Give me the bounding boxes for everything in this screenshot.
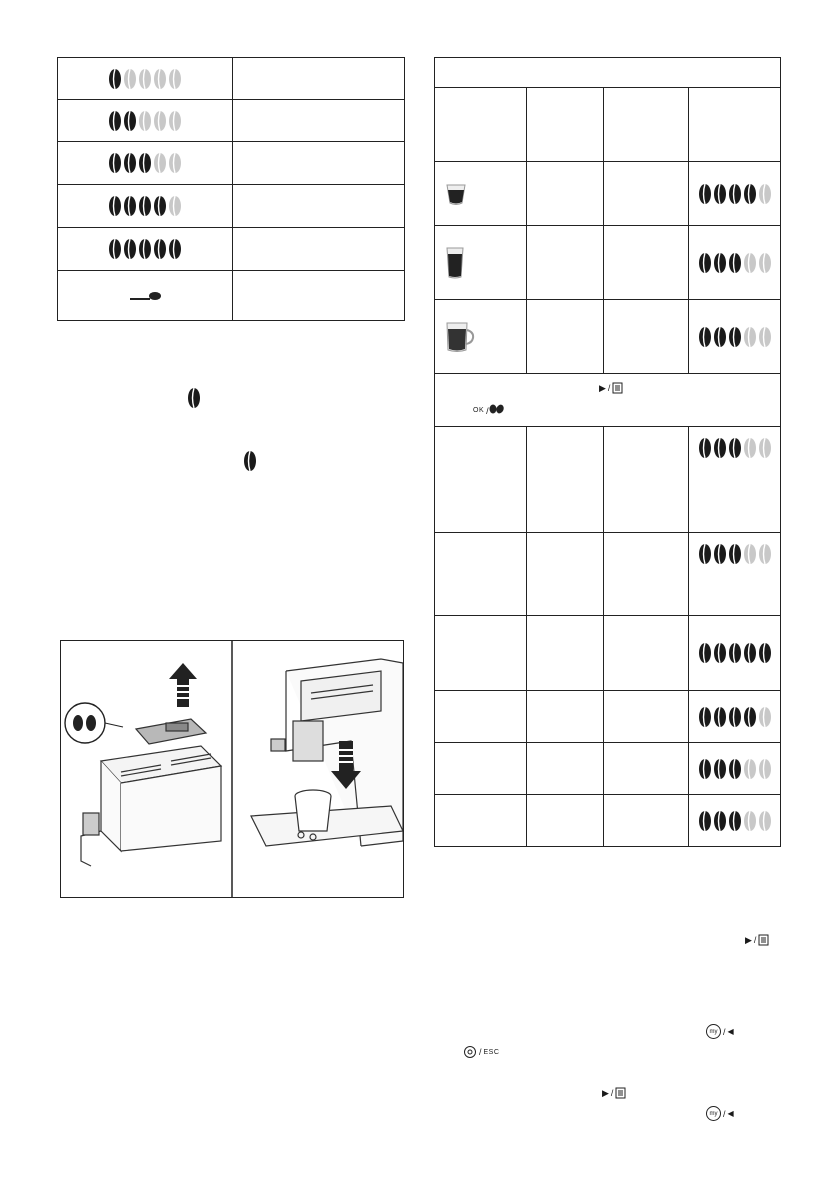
strength-cell — [689, 691, 781, 743]
table-cell — [526, 162, 603, 226]
table-row — [58, 228, 405, 271]
bean-empty-icon — [743, 758, 757, 780]
table-row — [435, 162, 781, 226]
bean-filled-icon — [728, 758, 742, 780]
strength-icon-cell — [58, 228, 233, 271]
bean-filled-icon — [698, 758, 712, 780]
bean-filled-icon — [743, 706, 757, 728]
bean-filled-icon — [743, 183, 757, 205]
bean-filled-icon — [123, 152, 137, 174]
strength-label-cell — [233, 100, 405, 142]
bean-filled-icon — [138, 152, 152, 174]
bean-empty-icon — [758, 437, 772, 459]
bean-empty-icon — [743, 437, 757, 459]
bean-empty-icon — [138, 110, 152, 132]
strength-label-cell — [233, 271, 405, 321]
play-menu-icon: ▶ / — [745, 934, 770, 946]
table-cell — [604, 743, 689, 795]
bean-filled-icon — [153, 195, 167, 217]
table-row — [435, 226, 781, 300]
table-cell — [526, 743, 603, 795]
bean-filled-icon — [153, 238, 167, 260]
table-cell — [526, 691, 603, 743]
strength-cell — [689, 795, 781, 847]
table-row — [435, 374, 781, 427]
table-header-cell — [604, 88, 689, 162]
strength-cell — [689, 162, 781, 226]
table-row — [58, 142, 405, 185]
bean-empty-icon — [123, 68, 137, 90]
table-cell — [526, 226, 603, 300]
table-cell — [604, 691, 689, 743]
bean-filled-icon — [108, 195, 122, 217]
bean-filled-icon — [698, 183, 712, 205]
bean-empty-icon — [168, 195, 182, 217]
table-row — [58, 100, 405, 142]
table-cell — [526, 616, 603, 691]
bean-empty-icon — [758, 706, 772, 728]
ground-coffee-scoop-icon — [58, 289, 232, 303]
table-cell — [526, 300, 603, 374]
bean-filled-icon — [713, 642, 727, 664]
strength-icon-cell — [58, 142, 233, 185]
bean-filled-icon — [728, 183, 742, 205]
table-title-cell — [435, 58, 781, 88]
bean-filled-icon — [728, 706, 742, 728]
table-row — [58, 185, 405, 228]
bean-filled-icon — [758, 642, 772, 664]
bean-filled-icon — [123, 110, 137, 132]
strength-cell — [689, 533, 781, 616]
bean-filled-icon — [713, 758, 727, 780]
single-bean-icon — [187, 387, 201, 409]
bean-filled-icon — [713, 326, 727, 348]
bean-filled-icon — [138, 195, 152, 217]
glass-cup-icon — [435, 246, 526, 280]
nav-instruction-cell — [435, 374, 781, 427]
strength-table — [57, 57, 405, 321]
bean-filled-icon — [713, 252, 727, 274]
table-cell — [604, 616, 689, 691]
strength-beans — [689, 183, 780, 205]
bean-filled-icon — [698, 326, 712, 348]
strength-cell — [689, 616, 781, 691]
table-header-row — [435, 88, 781, 162]
bean-filled-icon — [728, 252, 742, 274]
strength-beans — [58, 110, 232, 132]
bean-empty-icon — [743, 252, 757, 274]
table-cell — [604, 795, 689, 847]
table-cell — [435, 616, 527, 691]
bean-empty-icon — [168, 110, 182, 132]
bean-filled-icon — [108, 238, 122, 260]
bean-filled-icon — [713, 810, 727, 832]
bean-filled-icon — [108, 110, 122, 132]
bean-filled-icon — [168, 238, 182, 260]
strength-label-cell — [233, 228, 405, 271]
strength-beans — [58, 238, 232, 260]
play-menu-icon: ▶ / — [602, 1087, 627, 1099]
bean-empty-icon — [168, 152, 182, 174]
bean-empty-icon — [743, 326, 757, 348]
strength-beans — [689, 326, 780, 348]
table-row — [435, 616, 781, 691]
mug-icon — [435, 320, 526, 354]
strength-beans — [689, 437, 780, 459]
play-menu-icon: ▶ / — [599, 382, 624, 394]
table-row — [58, 58, 405, 100]
espresso-cup-icon — [435, 181, 526, 207]
table-cell — [604, 162, 689, 226]
strength-beans — [689, 543, 780, 565]
bean-empty-icon — [153, 110, 167, 132]
strength-icon-cell — [58, 100, 233, 142]
table-cell — [526, 795, 603, 847]
dispenser-illustration — [251, 659, 403, 846]
bean-filled-icon — [728, 642, 742, 664]
bean-filled-icon — [698, 437, 712, 459]
bean-filled-icon — [698, 252, 712, 274]
strength-icon-cell — [58, 185, 233, 228]
bean-filled-icon — [713, 706, 727, 728]
cup-cell — [435, 300, 527, 374]
strength-beans — [689, 706, 780, 728]
bean-filled-icon — [108, 68, 122, 90]
table-cell — [435, 427, 527, 533]
bean-filled-icon — [713, 183, 727, 205]
my-back-icon: my / ◀ — [706, 1024, 734, 1039]
bean-filled-icon — [728, 543, 742, 565]
bean-filled-icon — [728, 326, 742, 348]
bean-empty-icon — [758, 810, 772, 832]
bean-filled-icon — [728, 810, 742, 832]
bean-empty-icon — [758, 758, 772, 780]
ok-label: OK — [473, 406, 485, 414]
bean-filled-icon — [698, 642, 712, 664]
table-cell — [604, 533, 689, 616]
bean-filled-icon — [123, 238, 137, 260]
table-cell — [526, 533, 603, 616]
my-back-icon: my / ◀ — [706, 1106, 734, 1121]
table-row — [435, 795, 781, 847]
single-bean-icon — [243, 450, 257, 472]
table-cell — [435, 743, 527, 795]
bean-filled-icon — [728, 437, 742, 459]
strength-label-cell — [233, 58, 405, 100]
table-row — [435, 300, 781, 374]
bean-empty-icon — [153, 68, 167, 90]
table-header-cell — [435, 88, 527, 162]
bean-empty-icon — [758, 252, 772, 274]
strength-beans — [58, 152, 232, 174]
bean-callout-icon — [65, 703, 123, 743]
table-cell — [604, 427, 689, 533]
bean-filled-icon — [698, 706, 712, 728]
strength-beans — [689, 758, 780, 780]
table-row — [435, 533, 781, 616]
table-row — [435, 691, 781, 743]
table-row — [58, 271, 405, 321]
bean-filled-icon — [698, 810, 712, 832]
cup-cell — [435, 162, 527, 226]
strength-label-cell — [233, 142, 405, 185]
bean-empty-icon — [758, 183, 772, 205]
table-cell — [604, 300, 689, 374]
strength-cell — [689, 300, 781, 374]
strength-icon-cell — [58, 271, 233, 321]
bean-filled-icon — [698, 543, 712, 565]
table-header-cell — [689, 88, 781, 162]
bean-empty-icon — [138, 68, 152, 90]
bean-filled-icon — [713, 437, 727, 459]
bean-empty-icon — [153, 152, 167, 174]
cup-cell — [435, 226, 527, 300]
strength-cell — [689, 427, 781, 533]
machine-illustration — [60, 640, 404, 898]
ok-beans-icon: OK / — [473, 404, 505, 416]
strength-beans — [689, 810, 780, 832]
strength-beans — [689, 252, 780, 274]
table-cell — [435, 795, 527, 847]
table-cell — [526, 427, 603, 533]
table-row — [435, 743, 781, 795]
bean-lid-illustration — [81, 719, 221, 866]
bean-empty-icon — [743, 810, 757, 832]
bean-filled-icon — [713, 543, 727, 565]
bean-empty-icon — [743, 543, 757, 565]
strength-beans — [689, 642, 780, 664]
table-header-cell — [526, 88, 603, 162]
bean-filled-icon — [108, 152, 122, 174]
table-cell — [604, 226, 689, 300]
beverage-table — [434, 57, 781, 847]
bean-filled-icon — [138, 238, 152, 260]
table-row — [435, 427, 781, 533]
bean-filled-icon — [123, 195, 137, 217]
bean-filled-icon — [743, 642, 757, 664]
table-row — [435, 58, 781, 88]
up-arrow-icon — [169, 663, 197, 707]
table-cell — [435, 691, 527, 743]
bean-empty-icon — [758, 326, 772, 348]
bean-empty-icon — [758, 543, 772, 565]
strength-icon-cell — [58, 58, 233, 100]
strength-cell — [689, 743, 781, 795]
table-cell — [435, 533, 527, 616]
strength-label-cell — [233, 185, 405, 228]
bean-empty-icon — [168, 68, 182, 90]
settings-esc-icon: / ESC — [463, 1045, 499, 1059]
strength-beans — [58, 195, 232, 217]
strength-cell — [689, 226, 781, 300]
strength-beans — [58, 68, 232, 90]
